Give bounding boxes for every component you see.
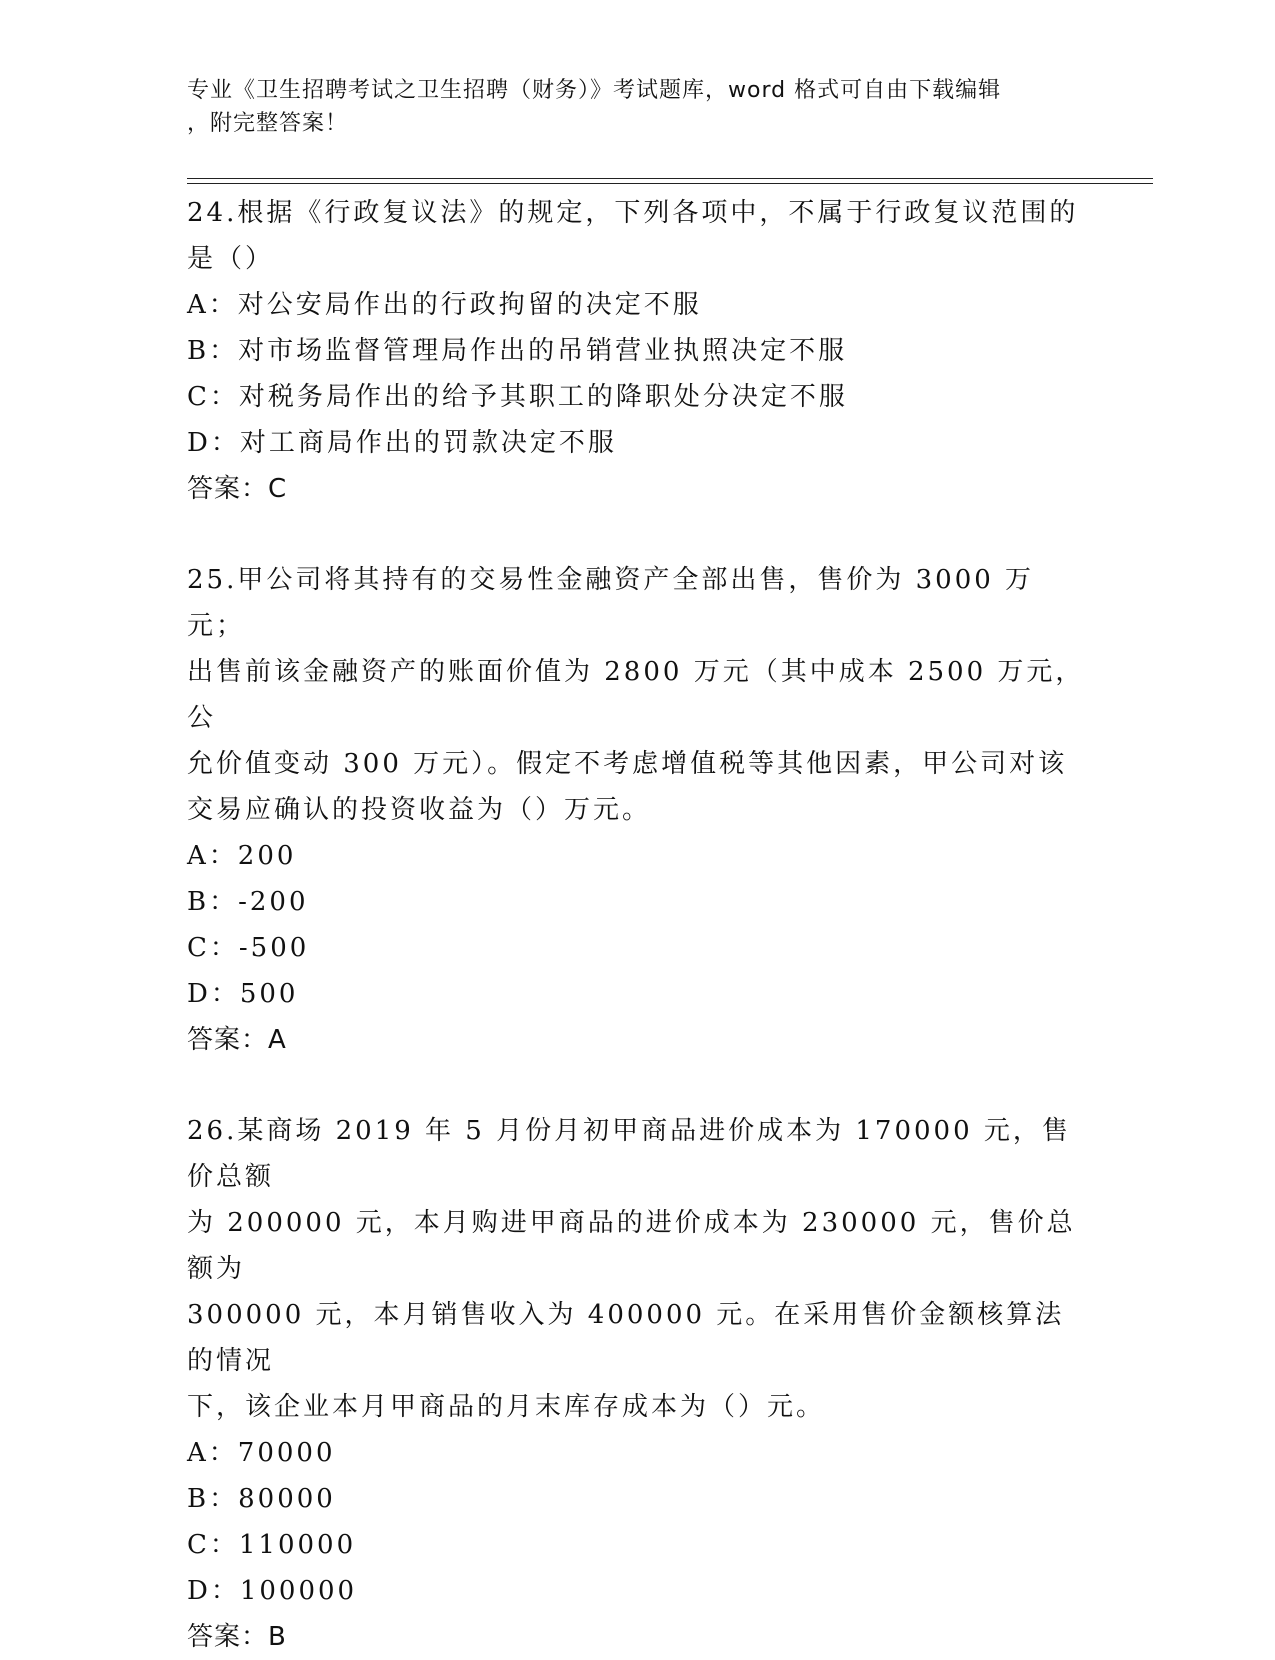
question-text-line: 24.根据《行政复议法》的规定，下列各项中，不属于行政复议范围的: [187, 198, 1079, 228]
option-b: B：-200: [187, 887, 309, 917]
question-spacer: [187, 512, 1087, 557]
option-d: D：对工商局作出的罚款决定不服: [187, 428, 617, 458]
header-line-2: ，附完整答案！: [187, 111, 349, 136]
question-list: [187, 190, 1087, 1660]
header-divider-top: [187, 178, 1153, 179]
question-text-line: 25.甲公司将其持有的交易性金融资产全部出售，售价为 3000 万元；: [187, 565, 1035, 641]
question-text-line: 为 200000 元，本月购进甲商品的进价成本为 230000 元，售价总额为: [187, 1208, 1076, 1284]
option-c: C：110000: [187, 1530, 357, 1560]
option-b: B：对市场监督管理局作出的吊销营业执照决定不服: [187, 336, 848, 366]
page-header: [187, 74, 1067, 140]
option-b: B：80000: [187, 1484, 336, 1514]
question-text-line: 出售前该金融资产的账面价值为 2800 万元（其中成本 2500 万元，公: [187, 657, 1085, 733]
question-text-line: 允价值变动 300 万元）。假定不考虑增值税等其他因素，甲公司对该: [187, 749, 1068, 779]
question-text-line: 300000 元，本月销售收入为 400000 元。在采用售价金额核算法的情况: [187, 1300, 1065, 1376]
question-26: [187, 1108, 1087, 1660]
option-d: D：100000: [187, 1576, 358, 1606]
question-25: [187, 557, 1087, 1063]
option-a: A：200: [187, 841, 297, 871]
answer: 答案：C: [187, 474, 288, 504]
question-text-line: 是（）: [187, 244, 275, 274]
option-d: D：500: [187, 979, 299, 1009]
header-divider-bottom: [187, 183, 1153, 184]
header-line-1: 专业《卫生招聘考试之卫生招聘（财务）》考试题库，word 格式可自由下载编辑: [187, 78, 1002, 103]
question-24: [187, 190, 1087, 512]
option-c: C：对税务局作出的给予其职工的降职处分决定不服: [187, 382, 848, 412]
answer: 答案：B: [187, 1622, 287, 1652]
option-a: A：70000: [187, 1438, 336, 1468]
question-text-line: 26.某商场 2019 年 5 月份月初甲商品进价成本为 170000 元，售价总额: [187, 1116, 1071, 1192]
answer: 答案：A: [187, 1025, 287, 1055]
question-spacer: [187, 1063, 1087, 1108]
question-text-line: 下，该企业本月甲商品的月末库存成本为（）元。: [187, 1392, 826, 1422]
question-text-line: 交易应确认的投资收益为（）万元。: [187, 795, 652, 825]
option-c: C：-500: [187, 933, 310, 963]
option-a: A：对公安局作出的行政拘留的决定不服: [187, 290, 702, 320]
